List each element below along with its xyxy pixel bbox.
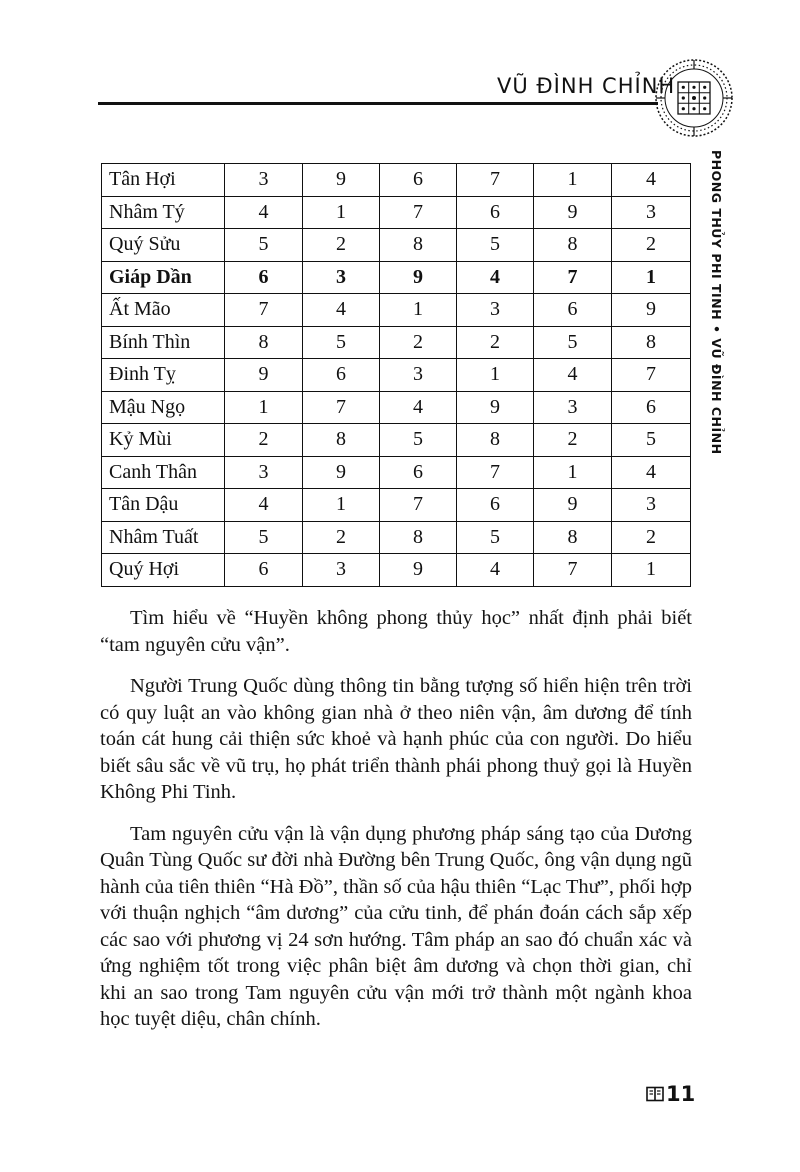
star-number-cell: 2 [534, 424, 612, 457]
star-number-cell: 1 [612, 554, 691, 587]
star-number-cell: 3 [457, 294, 534, 327]
star-number-cell: 4 [534, 359, 612, 392]
star-number-cell: 2 [612, 521, 691, 554]
year-name-cell: Tân Dậu [102, 489, 225, 522]
star-number-cell: 6 [225, 261, 303, 294]
star-number-cell: 4 [380, 391, 457, 424]
year-name-cell: Đinh Tỵ [102, 359, 225, 392]
star-number-cell: 7 [380, 196, 457, 229]
star-number-cell: 7 [380, 489, 457, 522]
star-number-cell: 7 [534, 554, 612, 587]
year-name-cell: Giáp Dần [102, 261, 225, 294]
star-number-cell: 3 [380, 359, 457, 392]
star-number-cell: 7 [534, 261, 612, 294]
table-row [102, 521, 691, 554]
star-number-cell: 8 [534, 229, 612, 262]
star-number-cell: 1 [303, 196, 380, 229]
star-number-cell: 2 [303, 229, 380, 262]
star-number-cell: 6 [303, 359, 380, 392]
table-row [102, 391, 691, 424]
year-name-cell: Ất Mão [102, 294, 225, 327]
year-name-cell: Nhâm Tuất [102, 521, 225, 554]
star-number-cell: 1 [225, 391, 303, 424]
paragraph: Người Trung Quốc dùng thông tin bằng tượng số hiển hiện trên trời có quy luật an vào không gian nhà ở theo niên vận, âm dương để tính toán cát hung cải thiện sức khoẻ và hạnh phúc của con người. Do hiểu biết sâu sắc về vũ trụ, họ phát triển thành phái phong thuỷ gọi là Huyền Không Phi Tinh. [100, 675, 692, 803]
star-number-cell: 7 [457, 456, 534, 489]
star-number-cell: 2 [303, 521, 380, 554]
table-row [102, 424, 691, 457]
year-name-cell: Quý Sửu [102, 229, 225, 262]
star-number-cell: 3 [303, 261, 380, 294]
year-name-cell: Tân Hợi [102, 164, 225, 197]
star-number-cell: 6 [457, 489, 534, 522]
star-number-cell: 8 [534, 521, 612, 554]
star-number-cell: 2 [457, 326, 534, 359]
star-number-cell: 5 [225, 229, 303, 262]
star-number-cell: 9 [380, 554, 457, 587]
year-name-cell: Canh Thân [102, 456, 225, 489]
header-rule [98, 102, 658, 105]
star-number-cell: 1 [380, 294, 457, 327]
star-number-cell: 1 [303, 489, 380, 522]
star-number-cell: 8 [303, 424, 380, 457]
star-number-cell: 1 [534, 164, 612, 197]
star-number-cell: 4 [612, 456, 691, 489]
star-number-cell: 9 [303, 456, 380, 489]
star-number-cell: 7 [303, 391, 380, 424]
star-number-cell: 5 [380, 424, 457, 457]
star-number-cell: 3 [612, 196, 691, 229]
year-name-cell: Quý Hợi [102, 554, 225, 587]
star-number-cell: 4 [612, 164, 691, 197]
year-name-cell: Mậu Ngọ [102, 391, 225, 424]
star-number-cell: 9 [225, 359, 303, 392]
star-number-cell: 9 [380, 261, 457, 294]
star-number-cell: 6 [380, 164, 457, 197]
star-number-cell: 9 [612, 294, 691, 327]
side-running-title: PHONG THỦY PHI TINH • VŨ ĐÌNH CHỈNH [709, 150, 724, 455]
star-number-cell: 5 [612, 424, 691, 457]
star-number-cell: 3 [303, 554, 380, 587]
paragraph: Tam nguyên cửu vận là vận dụng phương pháp sáng tạo của Dương Quân Tùng Quốc sư đời nhà Đường bên Trung Quốc, ông vận dụng ngũ hành của tiên thiên “Hà Đồ”, thần số của hậu thiên “Lạc Thư”, phối hợp với thuận nghịch “âm dương” của cửu tinh, để phán đoán cách sắp xếp các sao với phương vị 24 sơn hướng. Tâm pháp an sao đó chuẩn xác và ứng nghiệm tốt trong việc phân biệt âm dương và chọn thời gian, chỉ khi an sao trong Tam nguyên cửu vận mới trở thành một ngành khoa học tuyệt diệu, chân chính. [100, 822, 692, 1030]
author-header: VŨ ĐÌNH CHỈNH [497, 74, 676, 98]
star-number-cell: 8 [457, 424, 534, 457]
star-number-cell: 6 [534, 294, 612, 327]
star-number-cell: 5 [457, 229, 534, 262]
star-number-cell: 6 [225, 554, 303, 587]
year-name-cell: Kỷ Mùi [102, 424, 225, 457]
star-number-cell: 5 [457, 521, 534, 554]
table-row [102, 359, 691, 392]
star-number-cell: 7 [225, 294, 303, 327]
star-number-cell: 6 [612, 391, 691, 424]
table-row [102, 229, 691, 262]
star-number-cell: 1 [534, 456, 612, 489]
star-number-cell: 8 [380, 229, 457, 262]
table-row [102, 456, 691, 489]
paragraph: Tìm hiểu về “Huyền không phong thủy học” nhất định phải biết “tam nguyên cửu vận”. [100, 607, 692, 656]
star-number-cell: 4 [303, 294, 380, 327]
star-number-cell: 3 [225, 164, 303, 197]
star-number-cell: 5 [303, 326, 380, 359]
star-number-cell: 4 [457, 554, 534, 587]
table-row [102, 294, 691, 327]
star-number-cell: 2 [225, 424, 303, 457]
book-icon [646, 1086, 664, 1102]
table-row [102, 489, 691, 522]
page-number [646, 1082, 695, 1106]
star-number-cell: 3 [225, 456, 303, 489]
star-number-cell: 3 [534, 391, 612, 424]
star-number-cell: 8 [612, 326, 691, 359]
table-row [102, 326, 691, 359]
page-number-text: 11 [666, 1082, 696, 1106]
year-name-cell: Nhâm Tý [102, 196, 225, 229]
star-number-cell: 5 [225, 521, 303, 554]
star-number-cell: 9 [534, 489, 612, 522]
star-number-cell: 1 [612, 261, 691, 294]
luo-shu-logo-icon [652, 56, 736, 140]
table-row [102, 261, 691, 294]
star-number-cell: 8 [225, 326, 303, 359]
star-number-cell: 6 [457, 196, 534, 229]
table-row [102, 554, 691, 587]
table-row [102, 196, 691, 229]
star-number-cell: 2 [612, 229, 691, 262]
star-number-cell: 6 [380, 456, 457, 489]
star-table [101, 163, 691, 587]
star-number-cell: 3 [612, 489, 691, 522]
star-number-cell: 9 [303, 164, 380, 197]
star-number-cell: 4 [225, 196, 303, 229]
star-number-cell: 7 [457, 164, 534, 197]
star-number-cell: 4 [457, 261, 534, 294]
star-number-cell: 5 [534, 326, 612, 359]
star-number-cell: 1 [457, 359, 534, 392]
star-number-cell: 9 [534, 196, 612, 229]
star-number-cell: 4 [225, 489, 303, 522]
star-number-cell: 7 [612, 359, 691, 392]
star-number-cell: 8 [380, 521, 457, 554]
year-name-cell: Bính Thìn [102, 326, 225, 359]
body-text [100, 605, 692, 1048]
star-number-cell: 9 [457, 391, 534, 424]
table-row [102, 164, 691, 197]
star-number-cell: 2 [380, 326, 457, 359]
